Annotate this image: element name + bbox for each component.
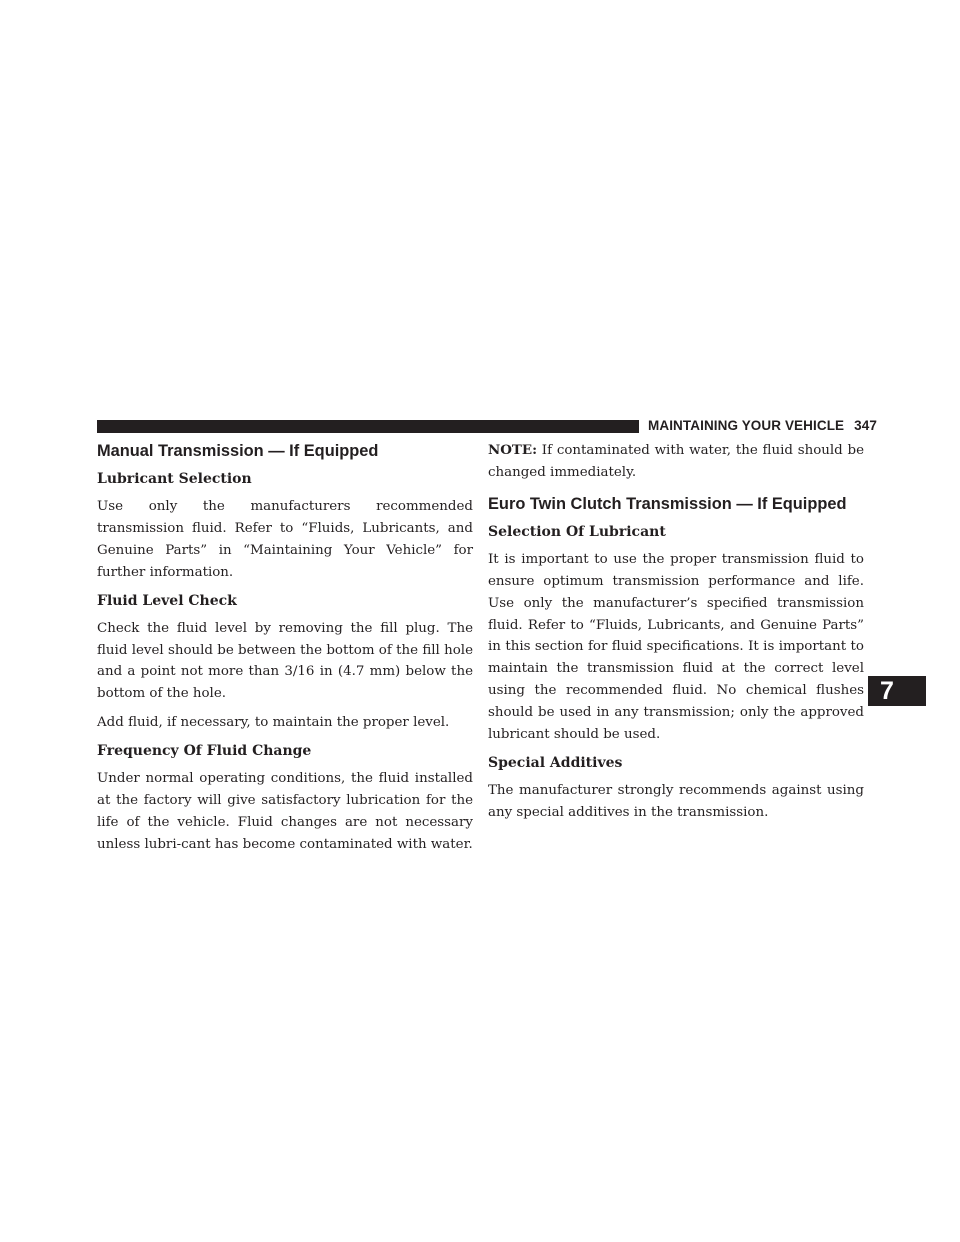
section-title: MAINTAINING YOUR VEHICLE bbox=[648, 418, 845, 433]
fluid-level-check-text: Check the fluid level by removing the fill plug. The fluid level should be between the bottom of the fill hole and a point not more than 3/16 in (4.7 mm) below the bottom of the hole. bbox=[97, 620, 473, 702]
page-number: 347 bbox=[854, 418, 877, 433]
special-additives-title: Special Additives bbox=[488, 754, 623, 771]
running-header bbox=[648, 418, 877, 433]
fluid-level-check-text-2: Add fluid, if necessary, to maintain the proper level. bbox=[97, 715, 450, 731]
left-column bbox=[97, 440, 473, 863]
right-column bbox=[488, 440, 864, 831]
manual-transmission-heading: Manual Transmission — If Equipped bbox=[97, 442, 379, 460]
selection-of-lubricant-text: It is important to use the proper transmission fluid to ensure optimum transmission performance and life. Use only the manufacturer’s specified transmission fluid. Refer to “Fluids, Lubricants, and Genuine Parts” in this section for fluid specifications. It is important to maintain the transmission fluid at the correct level using the recommended fluid. No chemical flushes should be used in any transmission; only the approved lubricant should be used. bbox=[488, 551, 864, 743]
frequency-title: Frequency Of Fluid Change bbox=[97, 743, 312, 760]
chapter-tab: 7 bbox=[868, 676, 926, 706]
selection-of-lubricant-title: Selection Of Lubricant bbox=[488, 523, 666, 540]
note-label: NOTE: bbox=[488, 442, 538, 458]
lubricant-selection-text: Use only the manufacturers recommended transmission fluid. Refer to “Fluids, Lubricants, and Genuine Parts” in “Maintaining Your Vehicle” for further information. bbox=[97, 499, 473, 580]
header-rule bbox=[97, 420, 639, 433]
frequency-text: Under normal operating conditions, the fluid installed at the factory will give satisfactory lubrication for the life of the vehicle. Fluid changes are not necessary unless lubri-cant has become contaminated with water. bbox=[97, 771, 473, 852]
note-text: If contaminated with water, the fluid should be changed immediately. bbox=[488, 443, 864, 480]
special-additives-text: The manufacturer strongly recommends against using any special additives in the transmission. bbox=[488, 782, 864, 820]
euro-twin-clutch-heading: Euro Twin Clutch Transmission — If Equipped bbox=[488, 494, 847, 513]
lubricant-selection-title: Lubricant Selection bbox=[97, 471, 252, 487]
fluid-level-check-title: Fluid Level Check bbox=[97, 592, 237, 609]
note-paragraph bbox=[488, 440, 864, 484]
